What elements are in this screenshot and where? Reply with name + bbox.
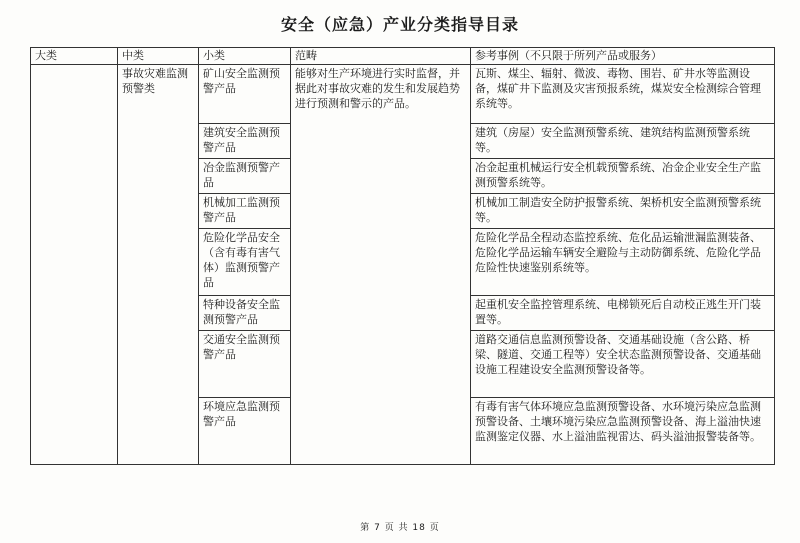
header-major-category: 大类 [31,48,118,65]
examples-cell: 危险化学品全程动态监控系统、危化品运输泄漏监测装备、危险化学品运输车辆安全避险与主动防御系统、危险化学品危险性快速鉴别系统等。 [471,229,775,296]
examples-cell: 瓦斯、煤尘、辐射、微波、毒物、围岩、矿井水等监测设备，煤矿井下监测及灾害预报系统，煤炭安全检测综合管理系统等。 [471,65,775,124]
sub-category-cell: 环境应急监测预警产品 [199,398,291,465]
sub-category-cell: 特种设备安全监测预警产品 [199,296,291,331]
header-row [31,48,775,65]
sub-category-cell: 矿山安全监测预警产品 [199,65,291,124]
sub-category-cell: 冶金监测预警产品 [199,159,291,194]
examples-cell: 起重机安全监控管理系统、电梯锁死后自动校正逃生开门装置等。 [471,296,775,331]
sub-category-cell: 机械加工监测预警产品 [199,194,291,229]
examples-cell: 有毒有害气体环境应急监测预警设备、水环境污染应急监测预警设备、土壤环境污染应急监测预警设备、海上溢油快速监测鉴定仪器、水上溢油监视雷达、码头溢油报警装备等。 [471,398,775,465]
examples-cell: 冶金起重机械运行安全机载预警系统、冶金企业安全生产监测预警系统等。 [471,159,775,194]
header-scope: 范畴 [291,48,471,65]
major-category-cell [31,65,118,465]
page-number: 第 7 页 共 18 页 [360,523,440,533]
sub-category-cell: 危险化学品安全（含有毒有害气体）监测预警产品 [199,229,291,296]
scope-cell: 能够对生产环境进行实时监督，并据此对事故灾难的发生和发展趋势进行预测和警示的产品。 [291,65,471,465]
mid-category-cell: 事故灾难监测预警类 [118,65,199,465]
document-title: 安全（应急）产业分类指导目录 [280,15,519,34]
sub-category-cell: 交通安全监测预警产品 [199,331,291,398]
examples-cell: 道路交通信息监测预警设备、交通基础设施（含公路、桥梁、隧道、交通工程等）安全状态监测预警设备、交通基础设施工程建设安全监测预警设备等。 [471,331,775,398]
examples-cell: 机械加工制造安全防护报警系统、架桥机安全监测预警系统等。 [471,194,775,229]
header-sub-category: 小类 [199,48,291,65]
catalog-table [30,47,775,465]
header-mid-category: 中类 [118,48,199,65]
sub-category-cell: 建筑安全监测预警产品 [199,124,291,159]
examples-cell: 建筑（房屋）安全监测预警系统、建筑结构监测预警系统等。 [471,124,775,159]
header-examples: 参考事例（不只限于所列产品或服务） [471,48,775,65]
table-row [31,65,775,124]
